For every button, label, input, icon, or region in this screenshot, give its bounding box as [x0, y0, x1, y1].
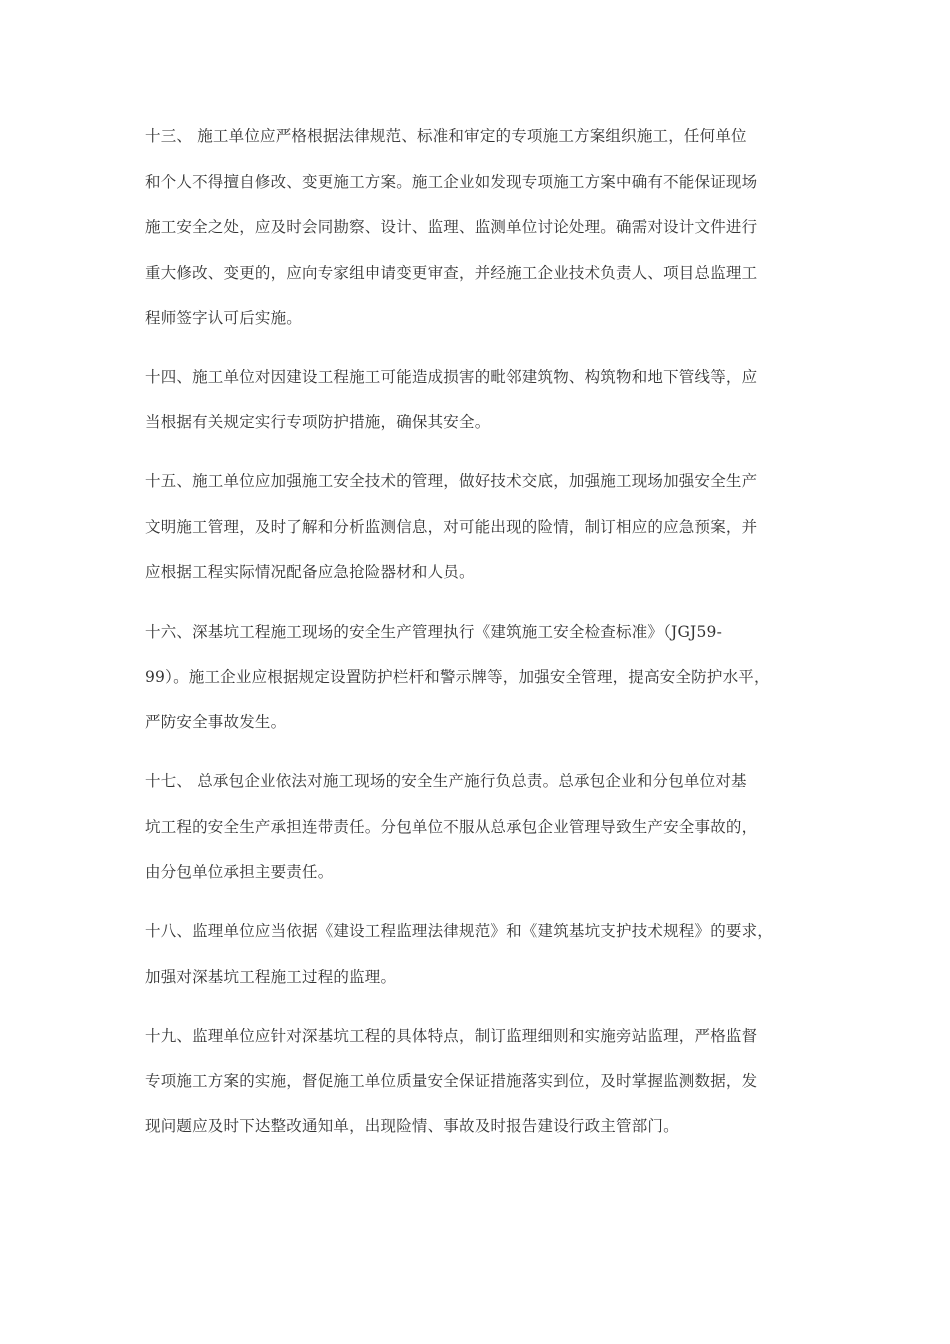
paragraph-13-line-2: 和个人不得擅自修改、变更施工方案。施工企业如发现专项施工方案中确有不能保证现场 — [145, 173, 758, 191]
paragraph-17-line-1: 十七、 总承包企业依法对施工现场的安全生产施行负总责。总承包企业和分包单位对基 — [145, 772, 747, 790]
paragraph-14-line-1: 十四、施工单位对因建设工程施工可能造成损害的毗邻建筑物、构筑物和地下管线等，应 — [145, 368, 758, 386]
paragraph-17-line-3: 由分包单位承担主要责任。 — [145, 863, 334, 881]
paragraph-15-line-3: 应根据工程实际情况配备应急抢险器材和人员。 — [145, 563, 475, 581]
paragraph-18-line-1: 十八、监理单位应当依据《建设工程监理法律规范》和《建筑基坑支护技术规程》的要求， — [145, 922, 774, 940]
paragraph-13-line-5: 程师签字认可后实施。 — [145, 309, 303, 327]
paragraph-18-line-2: 加强对深基坑工程施工过程的监理。 — [145, 968, 397, 986]
paragraph-13-line-1: 十三、 施工单位应严格根据法律规范、标准和审定的专项施工方案组织施工，任何单位 — [145, 127, 747, 145]
paragraph-19-line-3: 现问题应及时下达整改通知单，出现险情、事故及时报告建设行政主管部门。 — [145, 1117, 679, 1135]
paragraph-19-line-1: 十九、监理单位应针对深基坑工程的具体特点，制订监理细则和实施旁站监理，严格监督 — [145, 1027, 758, 1045]
paragraph-15-line-2: 文明施工管理，及时了解和分析监测信息，对可能出现的险情，制订相应的应急预案，并 — [145, 518, 758, 536]
paragraph-13-line-4: 重大修改、变更的，应向专家组申请变更审查，并经施工企业技术负责人、项目总监理工 — [145, 264, 758, 282]
paragraph-16-line-1: 十六、深基坑工程施工现场的安全生产管理执行《建筑施工安全检查标准》（JGJ59- — [145, 623, 723, 641]
paragraph-17-line-2: 坑工程的安全生产承担连带责任。分包单位不服从总承包企业管理导致生产安全事故的， — [145, 818, 758, 836]
paragraph-15-line-1: 十五、施工单位应加强施工安全技术的管理，做好技术交底，加强施工现场加强安全生产 — [145, 472, 758, 490]
paragraph-14-line-2: 当根据有关规定实行专项防护措施，确保其安全。 — [145, 413, 491, 431]
paragraph-16-line-3: 严防安全事故发生。 — [145, 713, 287, 731]
paragraph-13-line-3: 施工安全之处，应及时会同勘察、设计、监理、监测单位讨论处理。确需对设计文件进行 — [145, 218, 758, 236]
paragraph-19-line-2: 专项施工方案的实施，督促施工单位质量安全保证措施落实到位，及时掌握监测数据，发 — [145, 1072, 758, 1090]
paragraph-16-line-2: 99）。施工企业应根据规定设置防护栏杆和警示牌等，加强安全管理，提高安全防护水平， — [145, 668, 770, 686]
